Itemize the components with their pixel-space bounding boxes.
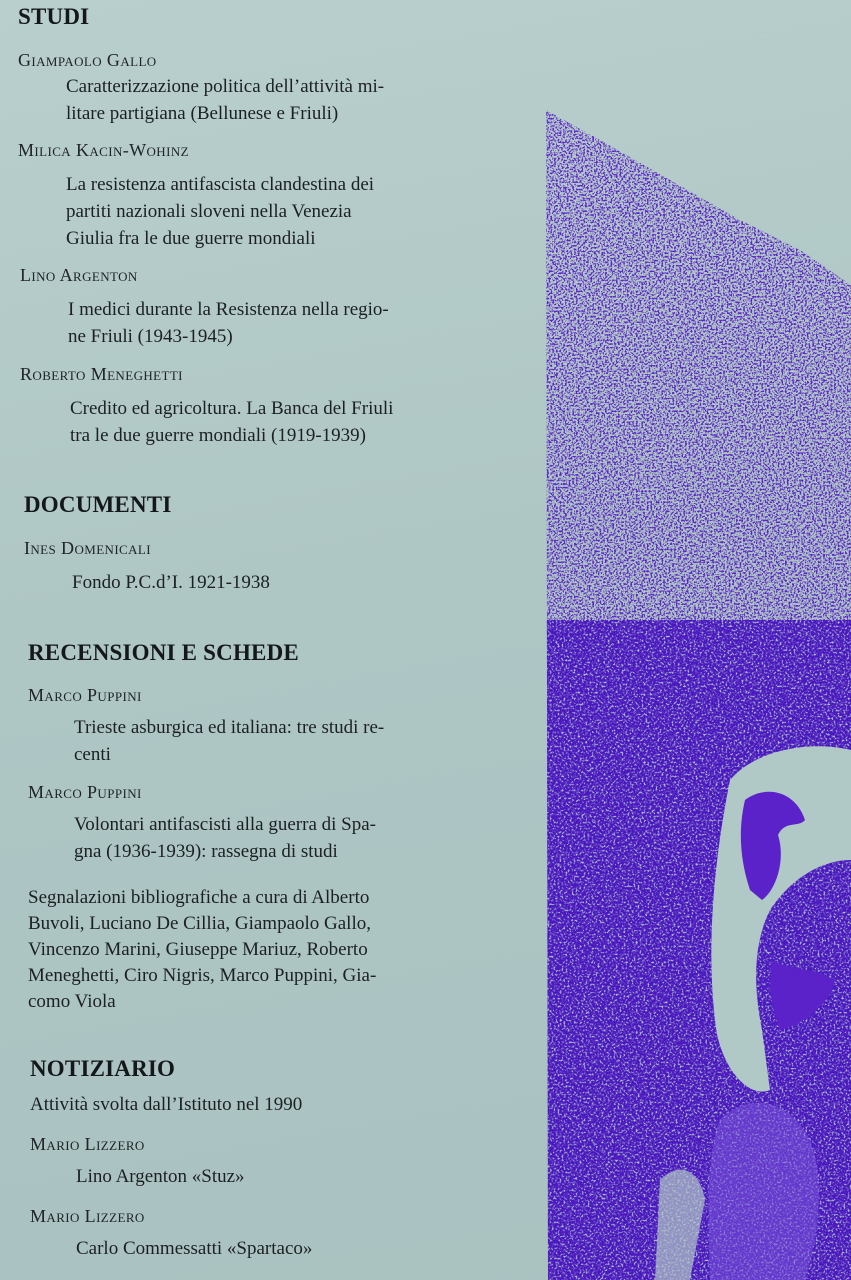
- entry-title: [66, 171, 480, 252]
- section-heading-recensioni: RECENSIONI E SCHEDE: [28, 640, 299, 665]
- text-line: Segnalazioni bibliografiche a cura di Alberto: [28, 887, 370, 908]
- title-line: Trieste asburgica ed italiana: tre studi re-: [74, 717, 385, 738]
- text-line: Vincenzo Marini, Giuseppe Mariuz, Roberto: [28, 939, 368, 960]
- entry-author: Ines Domenicali: [24, 538, 151, 558]
- title-line: litare partigiana (Bellunese e Friuli): [66, 103, 339, 124]
- title-line: gna (1936-1939): rassegna di studi: [74, 841, 338, 862]
- entry-author: Mario Lizzero: [30, 1206, 145, 1226]
- entry-title: [72, 569, 486, 596]
- text-line: Meneghetti, Ciro Nigris, Marco Puppini, Gia-: [28, 965, 377, 986]
- title-line: centi: [74, 744, 111, 765]
- text-line: como Viola: [28, 991, 116, 1012]
- entry-title: [76, 1163, 486, 1190]
- entry-author: Lino Argenton: [20, 265, 138, 285]
- entry-title: [70, 395, 484, 449]
- title-line: Giulia fra le due guerre mondiali: [66, 228, 316, 249]
- title-line: tra le due guerre mondiali (1919-1939): [70, 425, 366, 446]
- title-line: I medici durante la Resistenza nella regio-: [68, 299, 389, 320]
- entry-author: Roberto Meneghetti: [20, 364, 183, 384]
- halftone-portrait-illustration: [540, 100, 851, 1280]
- section-heading-documenti: DOCUMENTI: [24, 492, 172, 517]
- title-line: Credito ed agricoltura. La Banca del Friuli: [70, 398, 394, 419]
- title-line: Lino Argenton «Stuz»: [76, 1166, 245, 1187]
- entry-title: [76, 1235, 486, 1262]
- entry-title: [74, 714, 486, 768]
- title-line: Caratterizzazione politica dell’attività mi-: [66, 76, 385, 97]
- entry-author: Marco Puppini: [28, 685, 142, 705]
- title-line: Fondo P.C.d’I. 1921-1938: [72, 572, 270, 593]
- notiziario-intro: Attività svolta dall’Istituto nel 1990: [30, 1094, 303, 1115]
- entry-author: Milica Kacin-Wohinz: [18, 140, 189, 160]
- title-line: Carlo Commessatti «Spartaco»: [76, 1238, 313, 1259]
- title-line: partiti nazionali sloveni nella Venezia: [66, 201, 352, 222]
- section-heading-notiziario: NOTIZIARIO: [30, 1056, 176, 1081]
- title-line: ne Friuli (1943-1945): [68, 326, 233, 347]
- bibliographic-notes: [28, 885, 482, 1015]
- entry-author: Giampaolo Gallo: [18, 50, 157, 70]
- title-line: Volontari antifascisti alla guerra di Spa-: [74, 814, 376, 835]
- entry-author: Marco Puppini: [28, 782, 142, 802]
- section-heading-studi: STUDI: [18, 4, 90, 29]
- entry-title: [68, 296, 482, 350]
- text-line: Buvoli, Luciano De Cillia, Giampaolo Gallo,: [28, 913, 371, 934]
- entry-title: [74, 811, 486, 865]
- title-line: La resistenza antifascista clandestina dei: [66, 174, 375, 195]
- entry-author: Mario Lizzero: [30, 1134, 145, 1154]
- entry-title: [66, 73, 480, 127]
